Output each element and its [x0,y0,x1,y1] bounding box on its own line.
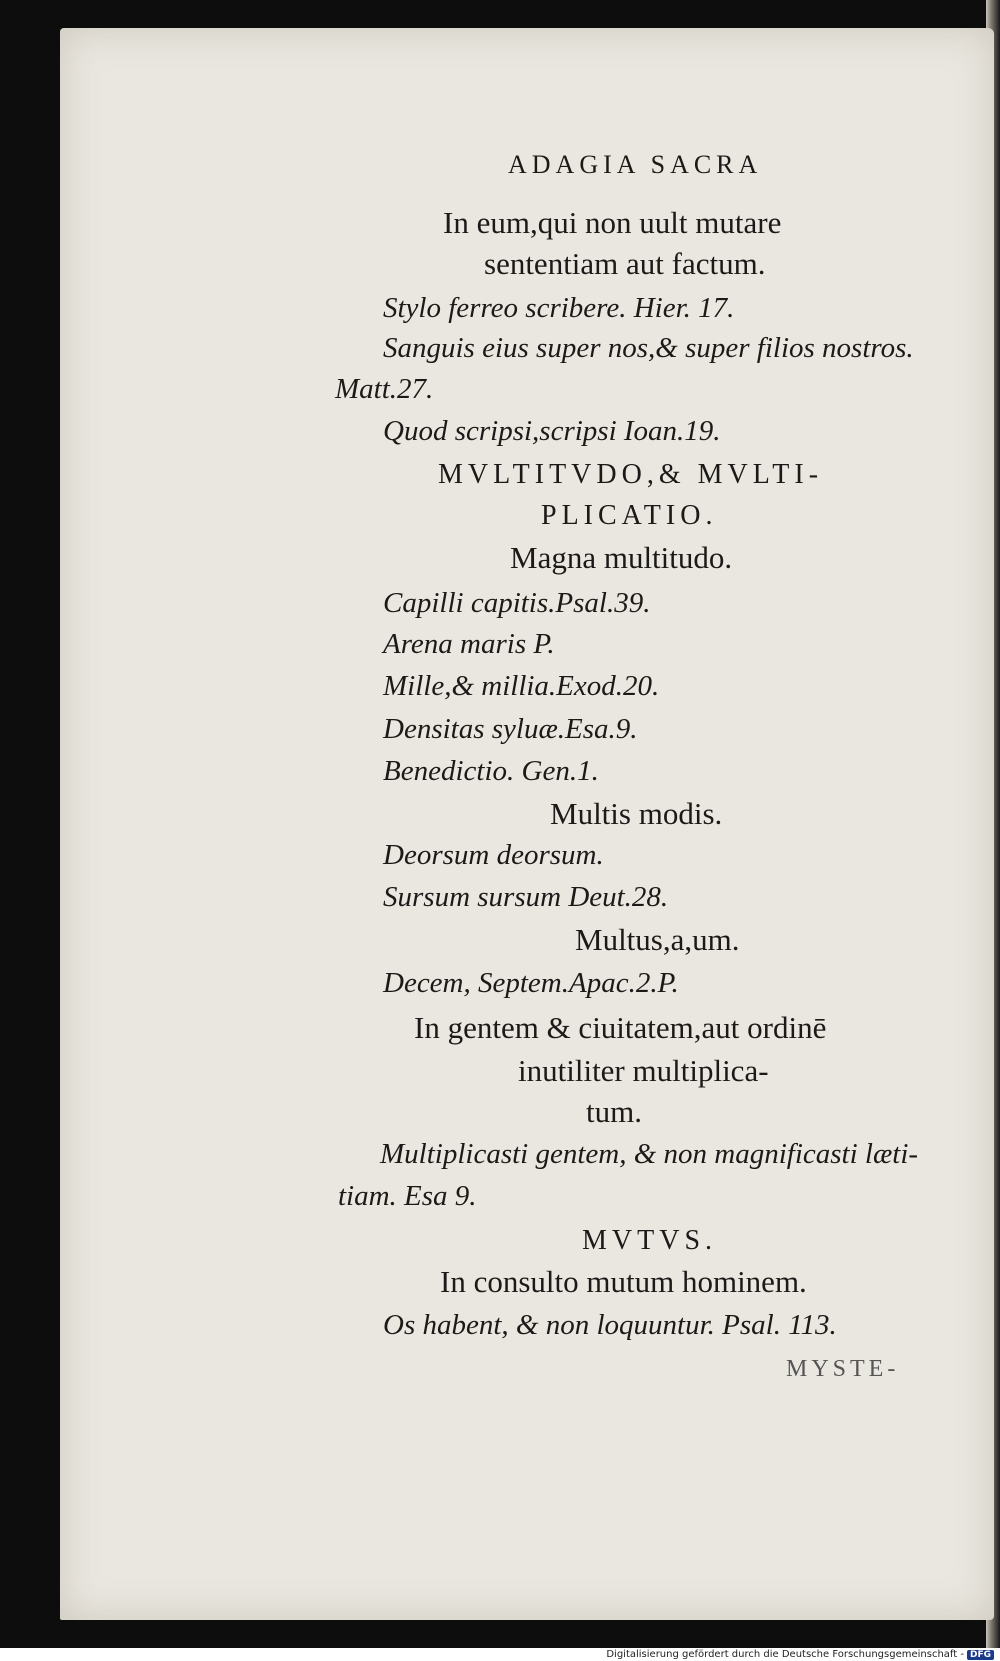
section-heading: MVLTITVDO,& MVLTI- [438,459,824,490]
text-line: Arena maris P. [383,628,555,660]
text-line: Sanguis eius super nos,& super filios nostros. [383,332,914,364]
text-line: inutiliter multiplica- [518,1053,769,1088]
subheading: Multus,a,um. [575,922,740,957]
text-line: Mille,& millia.Exod.20. [383,670,660,702]
text-line: Deorsum deorsum. [383,839,604,871]
text-line: Sursum sursum Deut.28. [383,881,669,913]
section-heading: PLICATIO. [541,500,718,531]
subheading: Multis modis. [550,796,723,831]
footer-credit [606,1649,994,1660]
catchword: MYSTE- [786,1356,900,1382]
text-line: tum. [586,1094,642,1129]
text-line: tiam. Esa 9. [338,1180,477,1212]
text-line: In gentem & ciuitatem,aut ordinē [414,1010,827,1045]
footer-text: Digitalisierung gefördert durch die Deutsche Forschungsgemeinschaft - [606,1649,964,1660]
section-heading: MVTVS. [582,1225,718,1256]
text-line: In consulto mutum hominem. [440,1264,807,1299]
text-line: Multiplicasti gentem, & non magnificasti læti- [380,1138,919,1170]
text-line: Os habent, & non loquuntur. Psal. 113. [383,1309,837,1341]
text-line: Benedictio. Gen.1. [383,755,599,787]
text-line: Stylo ferreo scribere. Hier. 17. [383,292,735,324]
text-line: Quod scripsi,scripsi Ioan.19. [383,415,721,447]
text-line: Capilli capitis.Psal.39. [383,587,651,619]
dfg-logo: DFG [967,1650,994,1660]
text-line: Decem, Septem.Apac.2.P. [383,967,679,999]
text-line: sententiam aut factum. [484,246,766,281]
text-line: Matt.27. [335,373,434,405]
text-line: Densitas syluæ.Esa.9. [383,713,638,745]
subheading: Magna multitudo. [510,540,733,575]
text-line: In eum,qui non uult mutare [443,205,782,240]
running-head: ADAGIA SACRA [508,150,763,179]
